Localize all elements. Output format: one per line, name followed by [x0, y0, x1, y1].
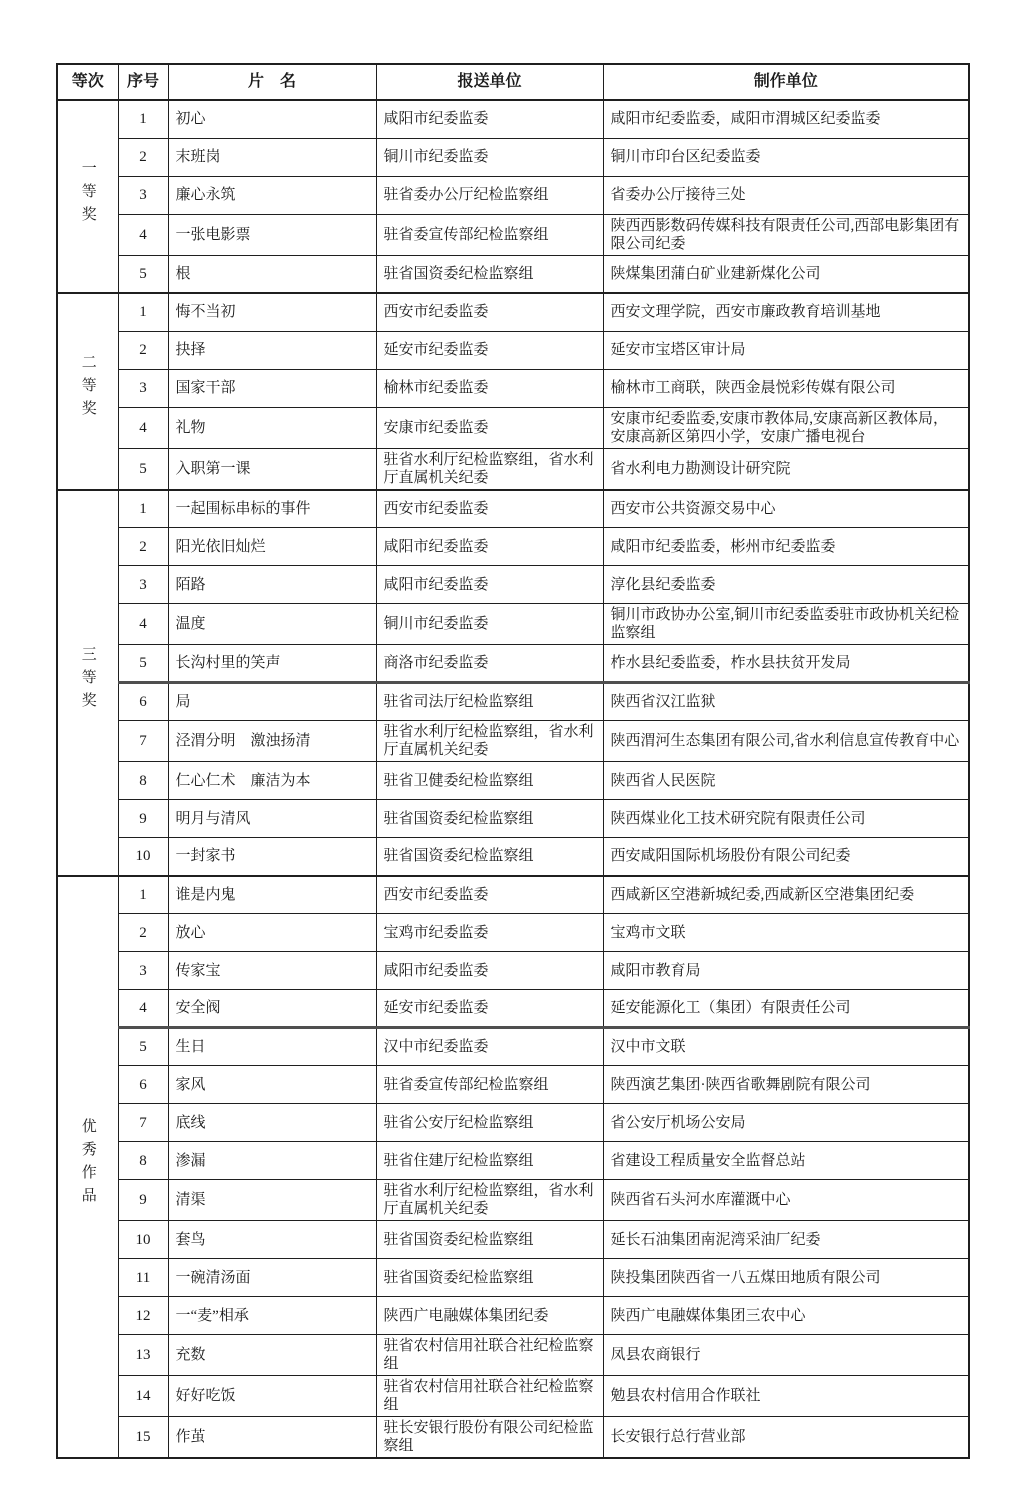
producer-cell: 西安文理学院，西安市廉政教育培训基地	[603, 293, 969, 331]
no-cell: 5	[118, 1028, 168, 1066]
no-cell: 15	[118, 1417, 168, 1459]
no-cell: 11	[118, 1259, 168, 1297]
table-row	[57, 1142, 969, 1180]
table-row	[57, 1417, 969, 1459]
submitter-cell: 驻省委办公厅纪检监察组	[376, 176, 603, 214]
submitter-cell: 驻省委宣传部纪检监察组	[376, 1066, 603, 1104]
table-row	[57, 838, 969, 876]
table-row	[57, 1066, 969, 1104]
title-cell: 一碗清汤面	[168, 1259, 376, 1297]
table-row	[57, 1180, 969, 1221]
table-row	[57, 645, 969, 683]
no-cell: 6	[118, 1066, 168, 1104]
submitter-cell: 西安市纪委监委	[376, 293, 603, 331]
no-cell: 8	[118, 1142, 168, 1180]
producer-cell: 陕投集团陕西省一八五煤田地质有限公司	[603, 1259, 969, 1297]
rank-label: 一等奖	[79, 159, 96, 229]
title-cell: 温度	[168, 604, 376, 645]
title-cell: 廉心永筑	[168, 176, 376, 214]
table-row	[57, 490, 969, 528]
no-cell: 4	[118, 214, 168, 255]
title-cell: 礼物	[168, 407, 376, 448]
table-row	[57, 293, 969, 331]
title-cell: 底线	[168, 1104, 376, 1142]
title-cell: 一“麦”相承	[168, 1297, 376, 1335]
submitter-cell: 驻省国资委纪检监察组	[376, 1221, 603, 1259]
no-cell: 13	[118, 1335, 168, 1376]
awards-table-body	[57, 100, 969, 1458]
no-cell: 1	[118, 100, 168, 138]
title-cell: 仁心仁术 廉洁为本	[168, 762, 376, 800]
title-cell: 根	[168, 255, 376, 293]
title-cell: 一起围标串标的事件	[168, 490, 376, 528]
title-cell: 一张电影票	[168, 214, 376, 255]
submitter-cell: 驻省国资委纪检监察组	[376, 255, 603, 293]
rank-cell	[57, 293, 118, 490]
title-cell: 初心	[168, 100, 376, 138]
producer-cell: 长安银行总行营业部	[603, 1417, 969, 1459]
table-row	[57, 762, 969, 800]
producer-cell: 咸阳市纪委监委，咸阳市渭城区纪委监委	[603, 100, 969, 138]
no-cell: 7	[118, 721, 168, 762]
producer-cell: 省建设工程质量安全监督总站	[603, 1142, 969, 1180]
producer-cell: 省水利电力勘测设计研究院	[603, 448, 969, 490]
table-row	[57, 1104, 969, 1142]
title-cell: 套鸟	[168, 1221, 376, 1259]
table-row	[57, 528, 969, 566]
table-row	[57, 1028, 969, 1066]
table-row	[57, 1297, 969, 1335]
no-cell: 5	[118, 645, 168, 683]
no-cell: 2	[118, 138, 168, 176]
no-cell: 5	[118, 255, 168, 293]
column-header-no: 序号	[118, 64, 168, 100]
title-cell: 一封家书	[168, 838, 376, 876]
no-cell: 5	[118, 448, 168, 490]
table-row	[57, 990, 969, 1028]
submitter-cell: 延安市纪委监委	[376, 990, 603, 1028]
no-cell: 14	[118, 1376, 168, 1417]
title-cell: 抉择	[168, 331, 376, 369]
submitter-cell: 驻省委宣传部纪检监察组	[376, 214, 603, 255]
title-cell: 清渠	[168, 1180, 376, 1221]
title-cell: 谁是内鬼	[168, 876, 376, 914]
producer-cell: 陕煤集团蒲白矿业建新煤化公司	[603, 255, 969, 293]
producer-cell: 陕西省石头河水库灌溉中心	[603, 1180, 969, 1221]
producer-cell: 陕西省汉江监狱	[603, 683, 969, 721]
producer-cell: 淳化县纪委监委	[603, 566, 969, 604]
title-cell: 末班岗	[168, 138, 376, 176]
producer-cell: 延安能源化工（集团）有限责任公司	[603, 990, 969, 1028]
no-cell: 4	[118, 990, 168, 1028]
no-cell: 9	[118, 800, 168, 838]
submitter-cell: 驻省国资委纪检监察组	[376, 838, 603, 876]
producer-cell: 陕西省人民医院	[603, 762, 969, 800]
table-row	[57, 1335, 969, 1376]
table-row	[57, 914, 969, 952]
title-cell: 放心	[168, 914, 376, 952]
submitter-cell: 安康市纪委监委	[376, 407, 603, 448]
table-header	[57, 64, 969, 100]
no-cell: 4	[118, 604, 168, 645]
title-cell: 传家宝	[168, 952, 376, 990]
no-cell: 10	[118, 1221, 168, 1259]
producer-cell: 汉中市文联	[603, 1028, 969, 1066]
table-row	[57, 369, 969, 407]
submitter-cell: 宝鸡市纪委监委	[376, 914, 603, 952]
submitter-cell: 咸阳市纪委监委	[376, 952, 603, 990]
no-cell: 9	[118, 1180, 168, 1221]
submitter-cell: 商洛市纪委监委	[376, 645, 603, 683]
no-cell: 2	[118, 331, 168, 369]
producer-cell: 延长石油集团南泥湾采油厂纪委	[603, 1221, 969, 1259]
submitter-cell: 西安市纪委监委	[376, 490, 603, 528]
producer-cell: 咸阳市教育局	[603, 952, 969, 990]
submitter-cell: 驻省水利厅纪检监察组，省水利厅直属机关纪委	[376, 448, 603, 490]
producer-cell: 榆林市工商联，陕西金晨悦彩传媒有限公司	[603, 369, 969, 407]
producer-cell: 陕西演艺集团·陕西省歌舞剧院有限公司	[603, 1066, 969, 1104]
title-cell: 充数	[168, 1335, 376, 1376]
table-row	[57, 138, 969, 176]
table-row	[57, 952, 969, 990]
submitter-cell: 驻省农村信用社联合社纪检监察组	[376, 1335, 603, 1376]
title-cell: 陌路	[168, 566, 376, 604]
no-cell: 1	[118, 490, 168, 528]
title-cell: 长沟村里的笑声	[168, 645, 376, 683]
header-row	[57, 64, 969, 100]
no-cell: 3	[118, 369, 168, 407]
submitter-cell: 汉中市纪委监委	[376, 1028, 603, 1066]
producer-cell: 西咸新区空港新城纪委,西咸新区空港集团纪委	[603, 876, 969, 914]
submitter-cell: 铜川市纪委监委	[376, 604, 603, 645]
rank-label: 三等奖	[79, 645, 96, 715]
table-row	[57, 1376, 969, 1417]
no-cell: 2	[118, 914, 168, 952]
title-cell: 国家干部	[168, 369, 376, 407]
table-row	[57, 683, 969, 721]
rank-label: 优秀作品	[79, 1118, 96, 1211]
title-cell: 悔不当初	[168, 293, 376, 331]
submitter-cell: 驻省住建厅纪检监察组	[376, 1142, 603, 1180]
table-row	[57, 448, 969, 490]
title-cell: 泾渭分明 激浊扬清	[168, 721, 376, 762]
producer-cell: 凤县农商银行	[603, 1335, 969, 1376]
submitter-cell: 榆林市纪委监委	[376, 369, 603, 407]
no-cell: 10	[118, 838, 168, 876]
rank-cell	[57, 490, 118, 876]
no-cell: 3	[118, 176, 168, 214]
title-cell: 明月与清风	[168, 800, 376, 838]
producer-cell: 陕西渭河生态集团有限公司,省水利信息宣传教育中心	[603, 721, 969, 762]
table-row	[57, 100, 969, 138]
submitter-cell: 驻省水利厅纪检监察组，省水利厅直属机关纪委	[376, 1180, 603, 1221]
producer-cell: 延安市宝塔区审计局	[603, 331, 969, 369]
producer-cell: 西安咸阳国际机场股份有限公司纪委	[603, 838, 969, 876]
column-header-submitter: 报送单位	[376, 64, 603, 100]
no-cell: 1	[118, 293, 168, 331]
producer-cell: 柞水县纪委监委，柞水县扶贫开发局	[603, 645, 969, 683]
table-row	[57, 1259, 969, 1297]
table-row	[57, 407, 969, 448]
title-cell: 家风	[168, 1066, 376, 1104]
submitter-cell: 延安市纪委监委	[376, 331, 603, 369]
title-cell: 好好吃饭	[168, 1376, 376, 1417]
table-row	[57, 800, 969, 838]
submitter-cell: 咸阳市纪委监委	[376, 528, 603, 566]
submitter-cell: 西安市纪委监委	[376, 876, 603, 914]
rank-label: 二等奖	[79, 354, 96, 424]
submitter-cell: 驻省国资委纪检监察组	[376, 1259, 603, 1297]
table-row	[57, 331, 969, 369]
no-cell: 8	[118, 762, 168, 800]
submitter-cell: 驻省水利厅纪检监察组，省水利厅直属机关纪委	[376, 721, 603, 762]
awards-table	[56, 63, 970, 1459]
submitter-cell: 驻省农村信用社联合社纪检监察组	[376, 1376, 603, 1417]
table-row	[57, 566, 969, 604]
producer-cell: 勉县农村信用合作联社	[603, 1376, 969, 1417]
title-cell: 作茧	[168, 1417, 376, 1459]
no-cell: 4	[118, 407, 168, 448]
rank-cell	[57, 100, 118, 293]
submitter-cell: 驻长安银行股份有限公司纪检监察组	[376, 1417, 603, 1459]
title-cell: 渗漏	[168, 1142, 376, 1180]
no-cell: 1	[118, 876, 168, 914]
no-cell: 2	[118, 528, 168, 566]
table-row	[57, 214, 969, 255]
submitter-cell: 铜川市纪委监委	[376, 138, 603, 176]
producer-cell: 安康市纪委监委,安康市教体局,安康高新区教体局，安康高新区第四小学，安康广播电视台	[603, 407, 969, 448]
title-cell: 生日	[168, 1028, 376, 1066]
producer-cell: 省委办公厅接待三处	[603, 176, 969, 214]
table-row	[57, 176, 969, 214]
no-cell: 12	[118, 1297, 168, 1335]
submitter-cell: 驻省国资委纪检监察组	[376, 800, 603, 838]
submitter-cell: 咸阳市纪委监委	[376, 566, 603, 604]
submitter-cell: 驻省司法厅纪检监察组	[376, 683, 603, 721]
table-row	[57, 721, 969, 762]
title-cell: 阳光依旧灿烂	[168, 528, 376, 566]
title-cell: 局	[168, 683, 376, 721]
title-cell: 安全阀	[168, 990, 376, 1028]
submitter-cell: 陕西广电融媒体集团纪委	[376, 1297, 603, 1335]
producer-cell: 西安市公共资源交易中心	[603, 490, 969, 528]
producer-cell: 咸阳市纪委监委，彬州市纪委监委	[603, 528, 969, 566]
column-header-producer: 制作单位	[603, 64, 969, 100]
producer-cell: 省公安厅机场公安局	[603, 1104, 969, 1142]
no-cell: 3	[118, 952, 168, 990]
table-row	[57, 1221, 969, 1259]
submitter-cell: 咸阳市纪委监委	[376, 100, 603, 138]
no-cell: 7	[118, 1104, 168, 1142]
producer-cell: 铜川市印台区纪委监委	[603, 138, 969, 176]
table-row	[57, 604, 969, 645]
producer-cell: 铜川市政协办公室,铜川市纪委监委驻市政协机关纪检监察组	[603, 604, 969, 645]
producer-cell: 陕西西影数码传媒科技有限责任公司,西部电影集团有限公司纪委	[603, 214, 969, 255]
submitter-cell: 驻省公安厅纪检监察组	[376, 1104, 603, 1142]
table-row	[57, 255, 969, 293]
column-header-title: 片 名	[168, 64, 376, 100]
producer-cell: 陕西煤业化工技术研究院有限责任公司	[603, 800, 969, 838]
table-row	[57, 876, 969, 914]
rank-cell	[57, 876, 118, 1459]
producer-cell: 宝鸡市文联	[603, 914, 969, 952]
column-header-rank: 等次	[57, 64, 118, 100]
no-cell: 6	[118, 683, 168, 721]
submitter-cell: 驻省卫健委纪检监察组	[376, 762, 603, 800]
title-cell: 入职第一课	[168, 448, 376, 490]
no-cell: 3	[118, 566, 168, 604]
producer-cell: 陕西广电融媒体集团三农中心	[603, 1297, 969, 1335]
